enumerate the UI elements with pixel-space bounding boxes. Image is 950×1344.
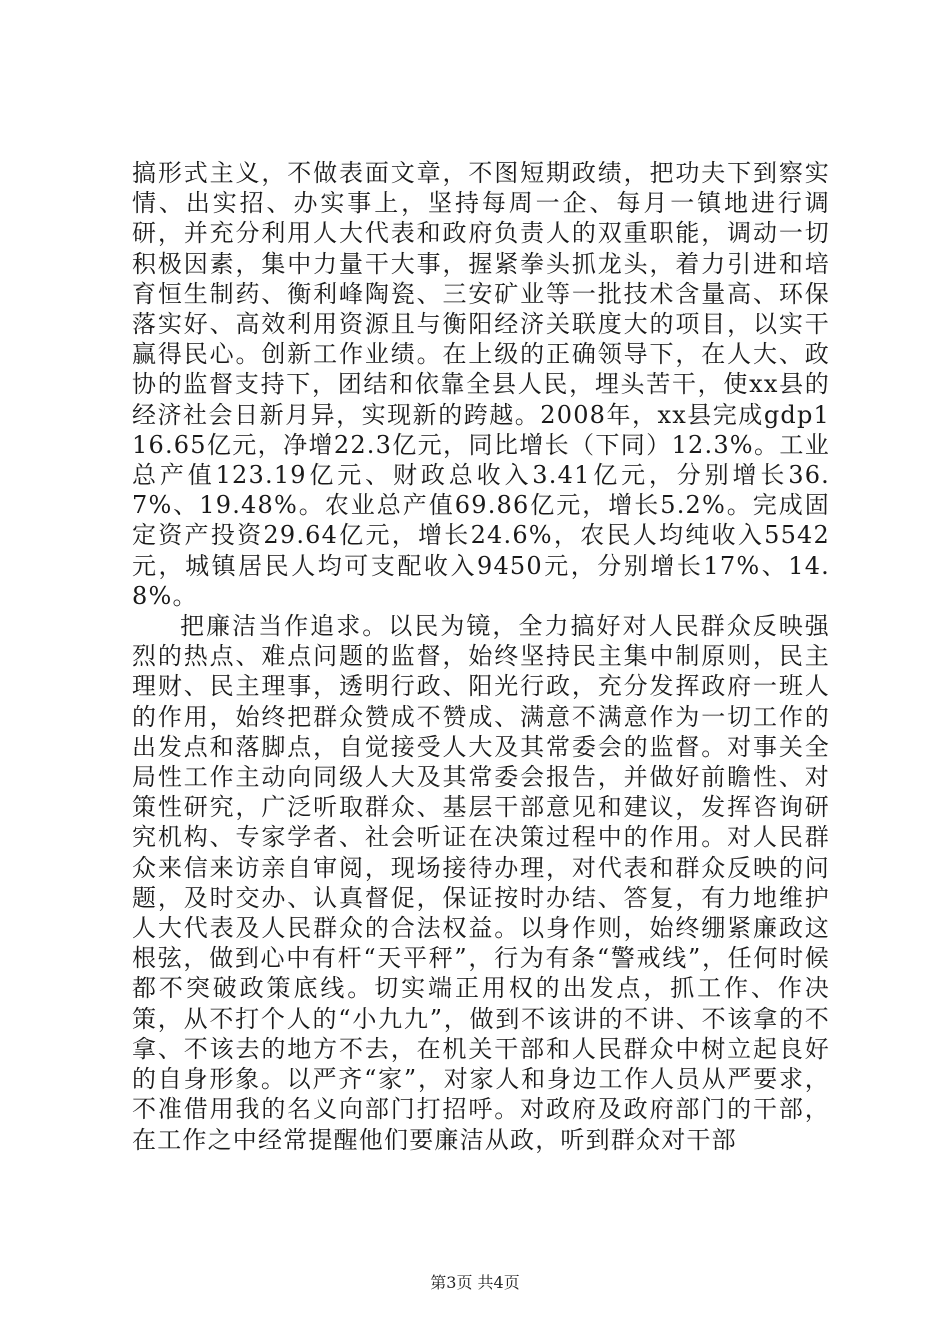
paragraph-1: 搞形式主义，不做表面文章，不图短期政绩，把功夫下到察实情、出实招、办实事上，坚持每周一企、每月一镇地进行调研，并充分利用人大代表和政府负责人的双重职能，调动一切积极因素，集中力量干大事，握紧拳头抓龙头，着力引进和培育恒生制药、衡利峰陶瓷、三安矿业等一批技术含量高、环保落实好、高效利用资源且与衡阳经济关联度大的项目，以实干赢得民心。创新工作业绩。在上级的正确领导下，在人大、政协的监督支持下，团结和依靠全县人民，埋头苦干，使xx县的经济社会日新月异，实现新的跨越。2008年，xx县完成gdp116.65亿元，净增22.3亿元，同比增长（下同）12.3%。工业总产值123.19亿元、财政总收入3.41亿元，分别增长36.7%、19.48%。农业总产值69.86亿元，增长5.2%。完成固定资产投资29.64亿元，增长24.6%，农民人均纯收入5542元，城镇居民人均可支配收入9450元，分别增长17%、14.8%。 — [132, 159, 830, 610]
paragraph-2: 把廉洁当作追求。以民为镜，全力搞好对人民群众反映强烈的热点、难点问题的监督，始终坚持民主集中制原则，民主理财、民主理事，透明行政、阳光行政，充分发挥政府一班人的作用，始终把群众赞成不赞成、满意不满意作为一切工作的出发点和落脚点，自觉接受人大及其常委会的监督。对事关全局性工作主动向同级人大及其常委会报告，并做好前瞻性、对策性研究，广泛听取群众、基层干部意见和建议，发挥咨询研究机构、专家学者、社会听证在决策过程中的作用。对人民群众来信来访亲自审阅，现场接待办理，对代表和群众反映的问题，及时交办、认真督促，保证按时办结、答复，有力地维护人大代表及人民群众的合法权益。以身作则，始终绷紧廉政这根弦，做到心中有杆“天平秤”，行为有条“警戒线”，任何时候都不突破政策底线。切实端正用权的出发点，抓工作、作决策，从不打个人的“小九九”，做到不该讲的不讲、不该拿的不拿、不该去的地方不去，在机关干部和人民群众中树立起良好的自身形象。以严齐“家”，对家人和身边工作人员从严要求，不准借用我的名义向部门打招呼。对政府及政府部门的干部，在工作之中经常提醒他们要廉洁从政，听到群众对干部 — [132, 612, 830, 1154]
page-number-footer: 第3页 共4页 — [430, 1273, 520, 1292]
document-body — [132, 158, 830, 1155]
